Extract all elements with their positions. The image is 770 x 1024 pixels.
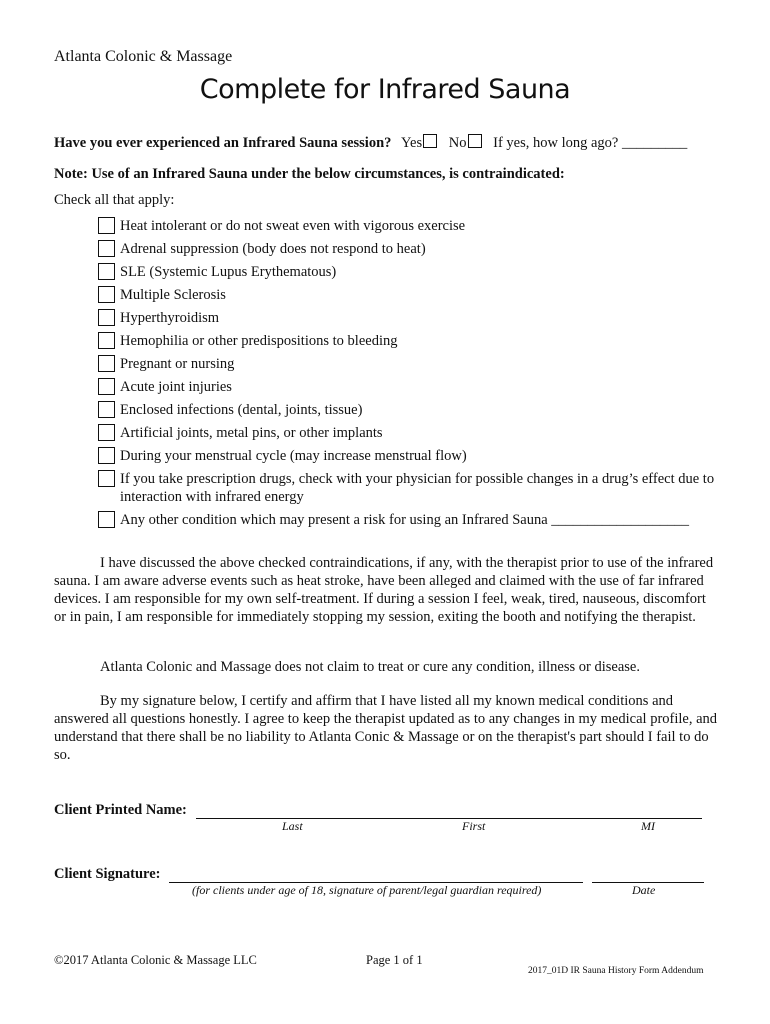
guardian-note: (for clients under age of 18, signature of parent/legal guardian required) bbox=[192, 883, 542, 897]
condition-item bbox=[98, 400, 738, 423]
first-name-caption: First bbox=[462, 819, 486, 833]
certify-paragraph: By my signature below, I certify and affirm that I have listed all my known medical conditions and answered all questions honestly. I agree to keep the therapist updated as to any changes in my medical profile, and understand that there shall be no liability to Atlanta Conic & Massage or on the therapist's part should I fail to do so. bbox=[54, 693, 718, 763]
condition-checkbox[interactable] bbox=[98, 378, 115, 395]
condition-checkbox[interactable] bbox=[98, 309, 115, 326]
disclaimer-paragraph: Atlanta Colonic and Massage does not claim to treat or cure any condition, illness or disease. bbox=[100, 659, 640, 675]
question-text: Have you ever experienced an Infrared Sauna session? bbox=[54, 135, 392, 151]
date-field[interactable] bbox=[592, 864, 704, 883]
condition-checkbox[interactable] bbox=[98, 511, 115, 528]
printed-name-field[interactable] bbox=[196, 800, 702, 819]
condition-checkbox[interactable] bbox=[98, 470, 115, 487]
condition-label: Adrenal suppression (body does not respond to heat) bbox=[120, 241, 426, 257]
condition-item bbox=[98, 377, 738, 400]
condition-label: Hemophilia or other predispositions to bleeding bbox=[120, 333, 398, 349]
condition-checkbox[interactable] bbox=[98, 447, 115, 464]
condition-item bbox=[98, 510, 738, 533]
condition-item bbox=[98, 469, 738, 510]
copyright-footer: ©2017 Atlanta Colonic & Massage LLC bbox=[54, 953, 257, 967]
condition-item bbox=[98, 216, 738, 239]
condition-label: Acute joint injuries bbox=[120, 379, 232, 395]
contraindication-note: Note: Use of an Infrared Sauna under the below circumstances, is contraindicated: bbox=[54, 166, 565, 182]
condition-item bbox=[98, 262, 738, 285]
last-name-caption: Last bbox=[282, 819, 303, 833]
condition-label: Pregnant or nursing bbox=[120, 356, 235, 372]
condition-label: Any other condition which may present a risk for using an Infrared Sauna ___________________ bbox=[120, 512, 690, 528]
condition-label: Enclosed infections (dental, joints, tissue) bbox=[120, 402, 363, 418]
no-label: No bbox=[448, 135, 467, 151]
condition-checkbox[interactable] bbox=[98, 332, 115, 349]
condition-label: SLE (Systemic Lupus Erythematous) bbox=[120, 264, 337, 280]
condition-checkbox[interactable] bbox=[98, 263, 115, 280]
condition-checkbox[interactable] bbox=[98, 401, 115, 418]
condition-item bbox=[98, 285, 738, 308]
check-all-instruction: Check all that apply: bbox=[54, 192, 175, 208]
sauna-experience-question bbox=[54, 134, 687, 152]
condition-label: During your menstrual cycle (may increase menstrual flow) bbox=[120, 448, 467, 464]
condition-item bbox=[98, 308, 738, 331]
discussed-paragraph: I have discussed the above checked contraindications, if any, with the therapist prior to use of the infrared sauna. I am aware adverse events such as heat stroke, have been alleged and claimed with the use of far infrared devices. I am responsible for my own self-treatment. If during a session I feel, weak, tired, nauseous, discomfort or in pain, I am responsible for immediately stopping my session, exiting the booth and notifying the therapist. bbox=[54, 555, 714, 625]
condition-item bbox=[98, 423, 738, 446]
middle-initial-caption: MI bbox=[641, 819, 655, 833]
condition-checkbox[interactable] bbox=[98, 355, 115, 372]
condition-item bbox=[98, 446, 738, 469]
yes-checkbox[interactable] bbox=[423, 134, 437, 148]
form-title: Complete for Infrared Sauna bbox=[199, 74, 571, 105]
condition-checkbox[interactable] bbox=[98, 217, 115, 234]
condition-item bbox=[98, 331, 738, 354]
condition-label: If you take prescription drugs, check with your physician for possible changes in a drug’s effect due to interaction with infrared energy bbox=[120, 471, 715, 505]
signature-label: Client Signature: bbox=[54, 866, 161, 882]
condition-checkbox[interactable] bbox=[98, 240, 115, 257]
date-caption: Date bbox=[632, 883, 656, 897]
printed-name-label: Client Printed Name: bbox=[54, 802, 187, 818]
condition-checkbox[interactable] bbox=[98, 286, 115, 303]
company-name: Atlanta Colonic & Massage bbox=[54, 48, 233, 65]
no-checkbox[interactable] bbox=[468, 134, 482, 148]
page-number: Page 1 of 1 bbox=[366, 953, 423, 967]
condition-label: Heat intolerant or do not sweat even with vigorous exercise bbox=[120, 218, 466, 234]
condition-label: Artificial joints, metal pins, or other implants bbox=[120, 425, 383, 441]
conditions-list bbox=[98, 216, 738, 533]
condition-label: Hyperthyroidism bbox=[120, 310, 220, 326]
form-id: 2017_01D IR Sauna History Form Addendum bbox=[528, 966, 704, 976]
condition-checkbox[interactable] bbox=[98, 424, 115, 441]
condition-item bbox=[98, 239, 738, 262]
condition-label: Multiple Sclerosis bbox=[120, 287, 226, 303]
signature-field[interactable] bbox=[169, 864, 583, 883]
condition-item bbox=[98, 354, 738, 377]
how-long-label: If yes, how long ago? _________ bbox=[493, 135, 688, 151]
yes-label: Yes bbox=[401, 135, 423, 151]
